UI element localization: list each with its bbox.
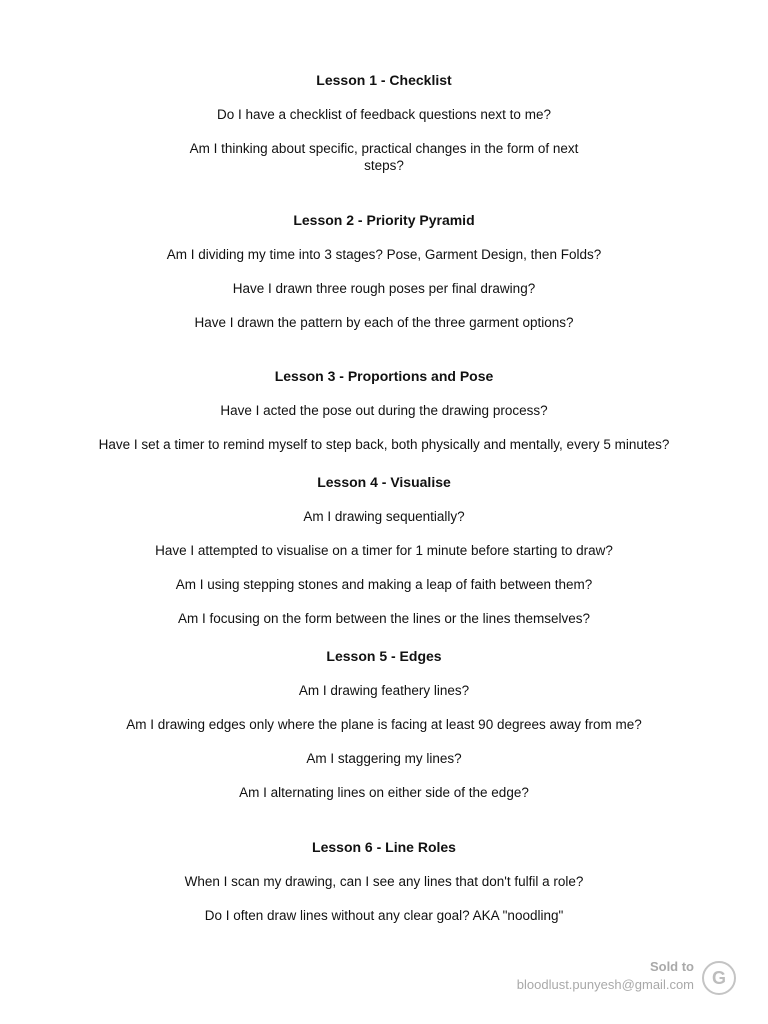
- lesson-2-question-2: Have I drawn three rough poses per final drawing?: [232, 281, 536, 296]
- lesson-4-title: Lesson 4 - Visualise: [317, 474, 451, 490]
- lesson-4-question-3: Am I using stepping stones and making a leap of faith between them?: [175, 577, 593, 592]
- lesson-5-question-2: Am I drawing edges only where the plane is facing at least 90 degrees away from me?: [126, 717, 642, 732]
- lesson-5-question-4: Am I alternating lines on either side of the edge?: [239, 785, 529, 800]
- lesson-2-question-1: Am I dividing my time into 3 stages? Pose, Garment Design, then Folds?: [166, 247, 602, 262]
- lesson-5-question-3: Am I staggering my lines?: [306, 751, 462, 766]
- lesson-6-question-2: Do I often draw lines without any clear goal? AKA "noodling": [204, 908, 564, 923]
- lesson-5-title: Lesson 5 - Edges: [326, 648, 442, 664]
- lesson-1-title: Lesson 1 - Checklist: [316, 72, 452, 88]
- lesson-3-question-1: Have I acted the pose out during the drawing process?: [220, 403, 548, 418]
- lesson-4-question-1: Am I drawing sequentially?: [303, 509, 465, 524]
- lesson-5-question-1: Am I drawing feathery lines?: [298, 683, 470, 698]
- lesson-3-question-2: Have I set a timer to remind myself to step back, both physically and mentally, every 5 minutes?: [98, 437, 670, 452]
- lesson-1-question-2: Am I thinking about specific, practical changes in the form of next steps?: [189, 141, 579, 173]
- lesson-2-question-3: Have I drawn the pattern by each of the three garment options?: [194, 315, 574, 330]
- lesson-4-question-4: Am I focusing on the form between the lines or the lines themselves?: [178, 611, 590, 626]
- lesson-4-question-2: Have I attempted to visualise on a timer for 1 minute before starting to draw?: [155, 543, 613, 558]
- lesson-2-title: Lesson 2 - Priority Pyramid: [293, 212, 475, 228]
- buyer-email: bloodlust.punyesh@gmail.com: [516, 977, 694, 992]
- lesson-6-title: Lesson 6 - Line Roles: [312, 839, 456, 855]
- sold-to-label: Sold to: [649, 959, 694, 974]
- lesson-3-title: Lesson 3 - Proportions and Pose: [274, 368, 494, 384]
- g-logo-icon: G: [702, 961, 736, 995]
- lesson-6-question-1: When I scan my drawing, can I see any lines that don't fulfil a role?: [184, 874, 584, 889]
- lesson-1-question-1: Do I have a checklist of feedback questions next to me?: [217, 107, 551, 122]
